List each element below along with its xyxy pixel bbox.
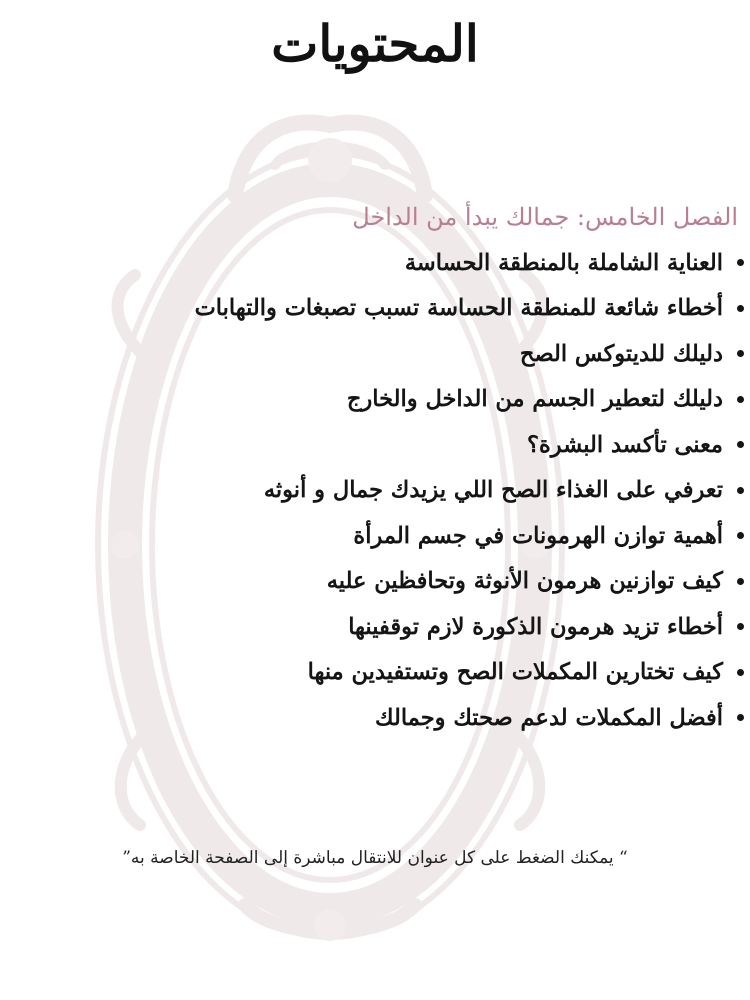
toc-item[interactable] (195, 695, 744, 741)
toc-item-label: أفضل المكملات لدعم صحتك وجمالك (375, 704, 723, 731)
toc-item[interactable] (195, 377, 744, 423)
toc-item-label: كيف توازنين هرمون الأنوثة وتحافظين عليه (326, 568, 723, 595)
bullet-icon (737, 305, 744, 312)
toc-item-label: كيف تختارين المكملات الصح وتستفيدين منها (307, 659, 723, 686)
toc-item-label: العناية الشاملة بالمنطقة الحساسة (404, 249, 723, 276)
toc-item[interactable] (195, 468, 744, 514)
page-title: المحتويات (271, 14, 479, 73)
toc-item[interactable] (195, 559, 744, 605)
toc-item-label: دليلك للديتوكس الصح (519, 340, 723, 367)
bullet-icon (737, 623, 744, 630)
bullet-icon (737, 578, 744, 585)
toc-item-label: أخطاء تزيد هرمون الذكورة لازم توقفينها (348, 613, 723, 640)
chapter-heading: الفصل الخامس: جمالك يبدأ من الداخل (352, 203, 738, 231)
toc-item-label: دليلك لتعطير الجسم من الداخل والخارج (346, 386, 723, 413)
toc-item-label: أخطاء شائعة للمنطقة الحساسة تسبب تصبغات والتهابات (194, 295, 723, 322)
toc-item-label: أهمية توازن الهرمونات في جسم المرأة (353, 522, 723, 549)
toc-item[interactable] (195, 240, 744, 286)
footer-note: “ يمكنك الضغط على كل عنوان للانتقال مباشرة إلى الصفحة الخاصة به” (122, 848, 628, 868)
bullet-icon (737, 532, 744, 539)
toc-item[interactable] (195, 422, 744, 468)
toc-item[interactable] (195, 286, 744, 332)
toc-item-label: تعرفي على الغذاء الصح اللي يزيدك جمال و أنوثه (263, 477, 723, 504)
bullet-icon (737, 441, 744, 448)
bullet-icon (737, 259, 744, 266)
toc-item[interactable] (195, 650, 744, 696)
toc-item[interactable] (195, 331, 744, 377)
toc-list (195, 240, 744, 741)
toc-item[interactable] (195, 513, 744, 559)
bullet-icon (737, 350, 744, 357)
bullet-icon (737, 669, 744, 676)
toc-item-label: معنى تأكسد البشرة؟ (527, 431, 723, 458)
toc-item[interactable] (195, 604, 744, 650)
bullet-icon (737, 396, 744, 403)
bullet-icon (737, 714, 744, 721)
bullet-icon (737, 487, 744, 494)
